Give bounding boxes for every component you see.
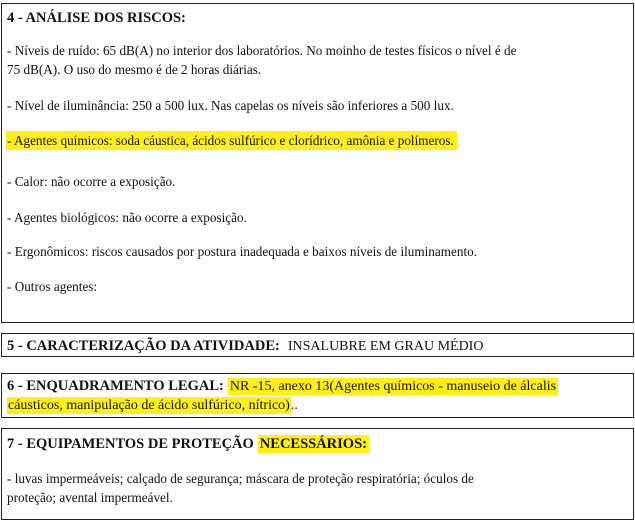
section-4-risk-analysis [1, 3, 634, 323]
item-other-agents: - Outros agentes: [7, 279, 98, 294]
section-5-row [7, 337, 629, 356]
section-7-heading-row [7, 435, 629, 453]
section-4-heading: 4 - ANÁLISE DOS RISCOS: [7, 10, 186, 26]
section-5-activity-characterization [1, 333, 634, 357]
item-biological: - Agentes biológicos: não ocorre a exposição. [7, 210, 247, 225]
section-6-legal-framework [1, 373, 634, 418]
section-7-equipment-list [7, 469, 629, 507]
item-noise-line2: 75 dB(A). O uso do mesmo é de 2 horas diárias. [7, 62, 262, 77]
section-6-heading: 6 - ENQUADRAMENTO LEGAL: [7, 378, 224, 394]
item-ergonomic: - Ergonômicos: riscos causados por postura inadequada e baixos níveis de iluminamento. [7, 244, 478, 259]
section-6-tail: .. [290, 398, 298, 413]
item-noise [7, 41, 629, 79]
item-chemical-agents [6, 131, 629, 150]
section-6-line1 [7, 377, 629, 396]
section-6-line2 [7, 396, 629, 415]
item-heat: - Calor: não ocorre a exposição. [7, 174, 176, 189]
section-5-value: INSALUBRE EM GRAU MÉDIO [287, 339, 484, 354]
section-7-line2: proteção; avental impermeável. [7, 490, 173, 505]
section-7-line1: - luvas impermeáveis; calçado de segurança; máscara de proteção respiratória; óculos de [7, 471, 474, 486]
section-7-heading-highlight: NECESSÁRIOS: [259, 436, 367, 452]
section-6-legal-text-2: cáusticos, manipulação de ácido sulfúrico, nítrico) [8, 398, 290, 413]
item-noise-line1: - Níveis de ruído: 65 dB(A) no interior dos laboratórios. No moinho de testes físicos o nível é de [7, 43, 517, 58]
section-7-heading: 7 - EQUIPAMENTOS DE PROTEÇÃO [7, 436, 254, 452]
section-7-protective-equipment [1, 428, 634, 520]
section-5-heading: 5 - CARACTERIZAÇÃO DA ATIVIDADE: [7, 338, 280, 354]
item-illuminance: - Nível de iluminância: 250 a 500 lux. Nas capelas os níveis são inferiores a 500 lux. [7, 98, 454, 113]
item-chemical-agents-text: - Agentes químicos: soda cáustica, ácidos sulfúrico e clorídrico, amônia e polímeros. [6, 131, 457, 150]
section-6-legal-text-1: NR -15, anexo 13(Agentes químicos - manuseio de álcalis [229, 379, 557, 394]
